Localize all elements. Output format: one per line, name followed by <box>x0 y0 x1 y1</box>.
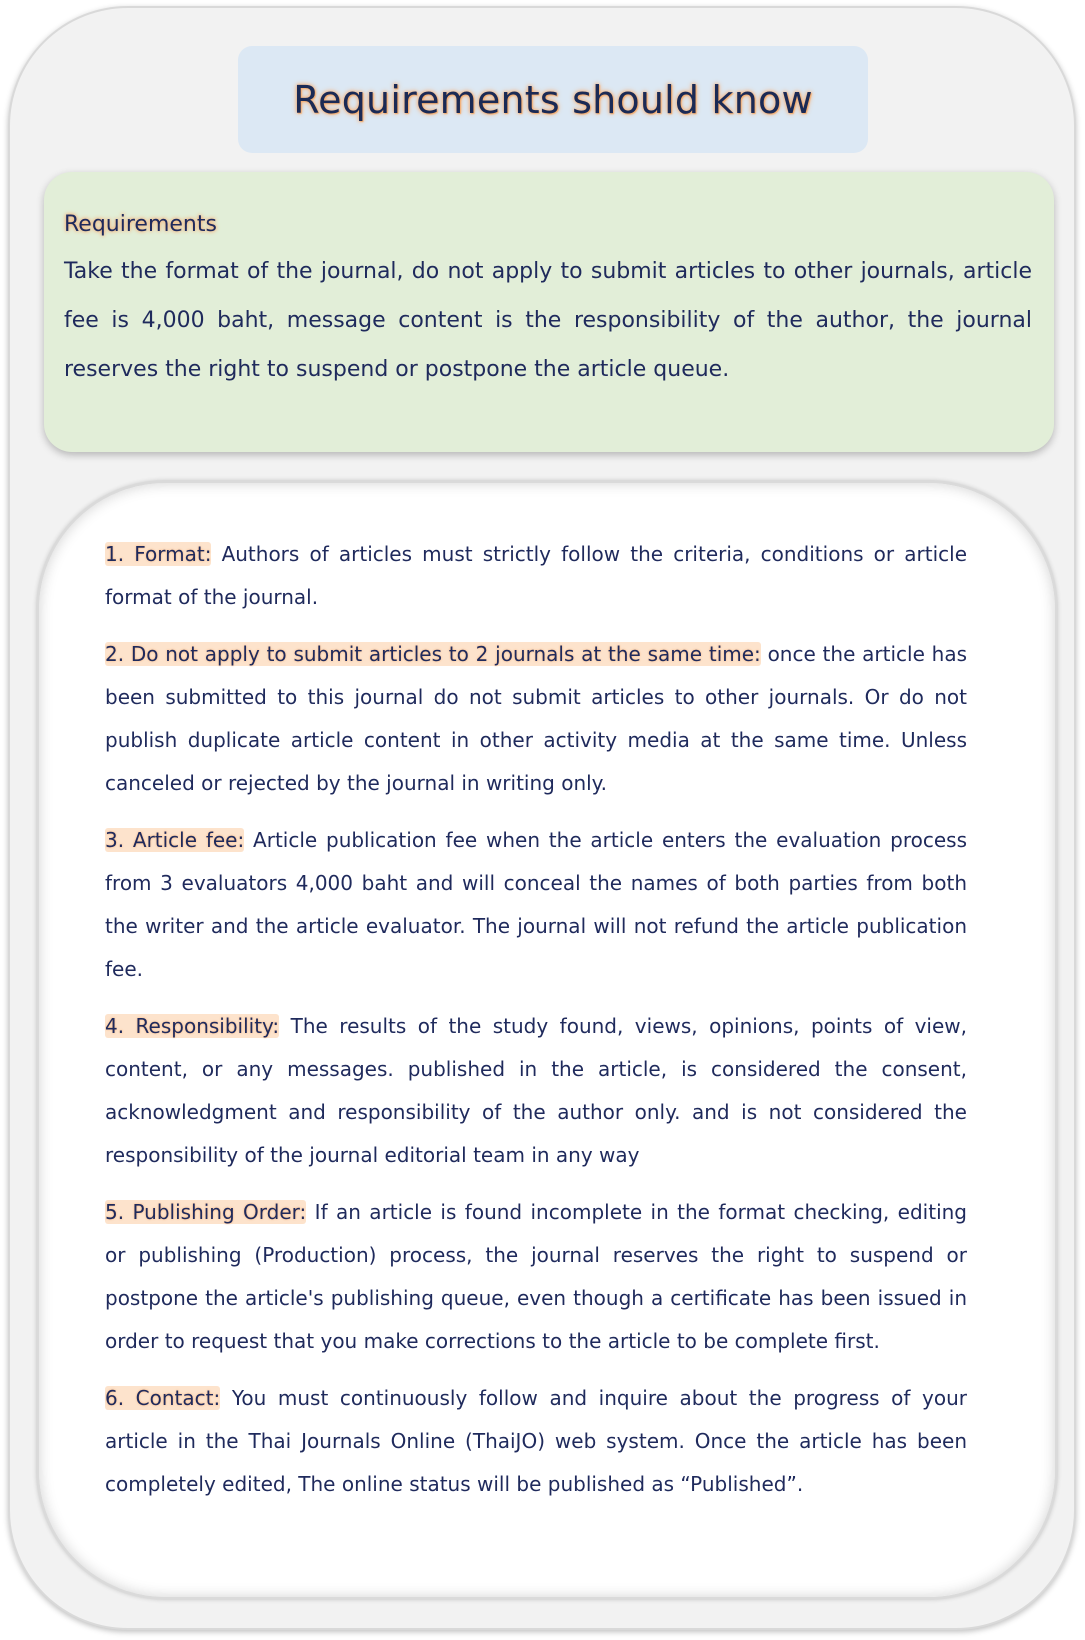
summary-panel <box>44 172 1054 452</box>
list-item-contact <box>105 1377 967 1506</box>
list-item-responsibility <box>105 1005 967 1177</box>
list-item-publishing-order <box>105 1191 967 1363</box>
item-text: If an article is found incomplete in the format checking, editing or publishing (Production) process, the journal reserves the right to suspend or postpone the article's publishing queue, even though a certificate has been issued in order to request that you make corrections to the article to be complete first. <box>105 1200 967 1353</box>
list-item-no-duplicate-submission <box>105 633 967 805</box>
item-label: 1. Format: <box>105 542 212 566</box>
item-label: 2. Do not apply to submit articles to 2 journals at the same time: <box>105 642 761 666</box>
summary-heading: Requirements <box>64 212 217 237</box>
item-label: 4. Responsibility: <box>105 1014 280 1038</box>
list-item-format <box>105 533 967 619</box>
item-label: 3. Article fee: <box>105 828 245 852</box>
item-text: You must continuously follow and inquire about the progress of your article in the Thai Journals Online (ThaiJO) web system. Once the article has been completely edited, The online status will be published as “Published”. <box>105 1386 967 1496</box>
item-label: 5. Publishing Order: <box>105 1200 307 1224</box>
requirements-list <box>36 480 1058 1600</box>
title-banner <box>238 46 868 153</box>
item-text: Article publication fee when the article enters the evaluation process from 3 evaluators 4,000 baht and will conceal the names of both parties from both the writer and the article evaluator. The journal will not refund the article publication fee. <box>105 828 967 981</box>
item-label: 6. Contact: <box>105 1386 221 1410</box>
list-item-article-fee <box>105 819 967 991</box>
page-title: Requirements should know <box>293 77 813 122</box>
item-text: The results of the study found, views, opinions, points of view, content, or any messages. published in the article, is considered the consent, acknowledgment and responsibility of the author only. and is not considered the responsibility of the journal editorial team in any way <box>105 1014 967 1167</box>
item-text: once the article has been submitted to this journal do not submit articles to other journals. Or do not publish duplicate article content in other activity media at the same time. Unless canceled or rejected by the journal in writing only. <box>105 642 967 795</box>
item-text: Authors of articles must strictly follow the criteria, conditions or article format of the journal. <box>105 542 968 609</box>
summary-text: Take the format of the journal, do not apply to submit articles to other journals, article fee is 4,000 baht, message content is the responsibility of the author, the journal reserves the right to suspend or postpone the article queue. <box>64 259 1032 382</box>
